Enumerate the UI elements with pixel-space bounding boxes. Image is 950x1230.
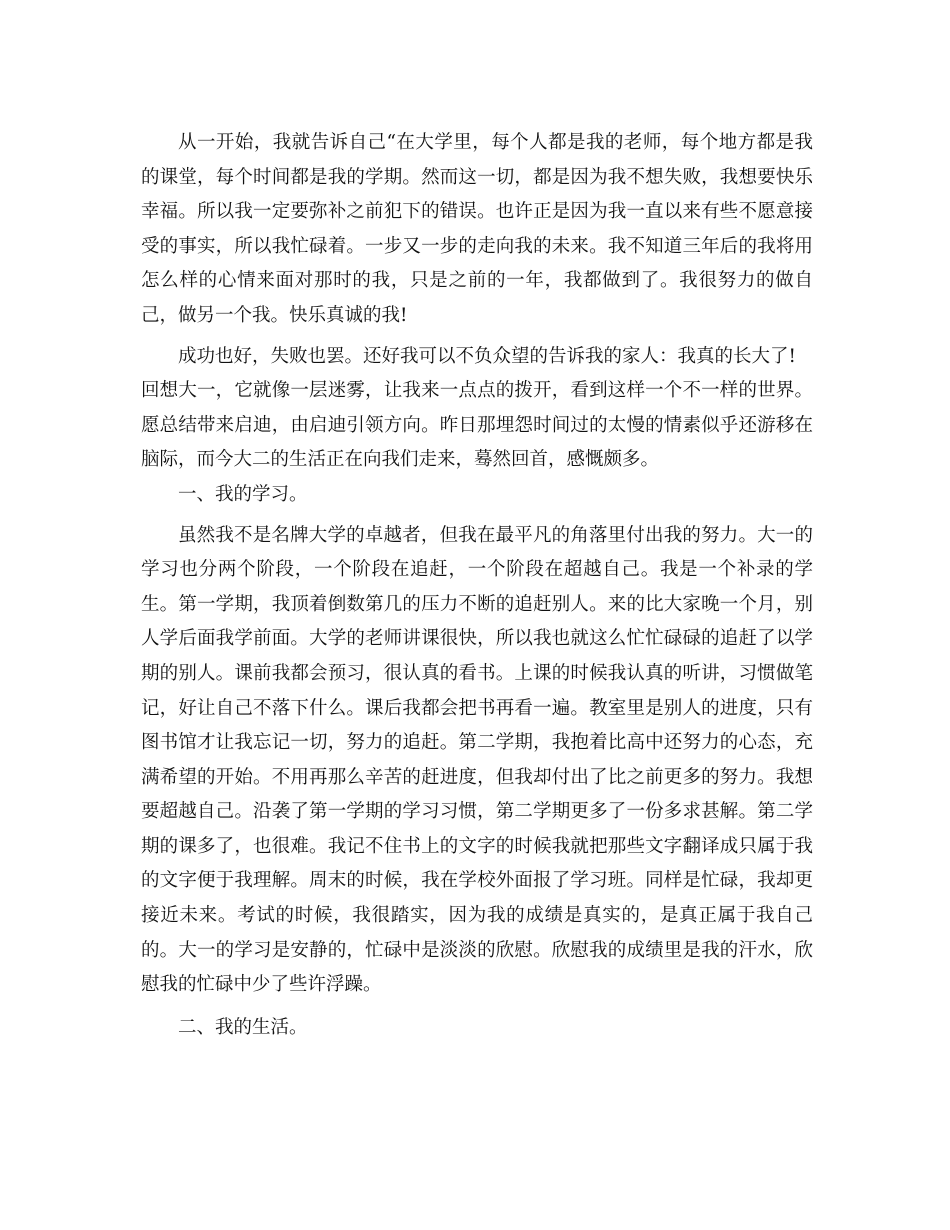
paragraph-success: 成功也好，失败也罢。还好我可以不负众望的告诉我的家人：我真的长大了!: [178, 345, 796, 367]
document-body: [141, 126, 813, 1045]
paragraph-study: 虽然我不是名牌大学的卓越者，但我在最平凡的角落里付出我的努力。大一的学习也分两个阶段，一个阶段在追赶，一个阶段在超越自己。我是一个补录的学生。第一学期，我顶着倒数第几的压力不断的追赶别人。来的比大家晚一个月，别人学后面我学前面。大学的老师讲课很快，所以我也就这么忙忙碌碌的追赶了以学期的别人。课前我都会预习，很认真的看书。上课的时候我认真的听讲，习惯做笔记，好让自己不落下什么。课后我都会把书再看一遍。教室里是别人的进度，只有图书馆才让我忘记一切，努力的追赶。第二学期，我抱着比高中还努力的心态，充满希望的开始。不用再那么辛苦的赶进度，但我却付出了比之前更多的努力。我想要超越自己。沿袭了第一学期的学习习惯，第二学期更多了一份多求甚解。第二学期的课多了，也很难。我记不住书上的文字的时候我就把那些文字翻译成只属于我的文字便于我理解。周末的时候，我在学校外面报了学习班。同样是忙碌，我却更接近未来。考试的时候，我很踏实，因为我的成绩是真实的，是真正属于我自己的。大一的学习是安静的，忙碌中是淡淡的欣慰。欣慰我的成绩里是我的汗水，欣慰我的忙碌中少了些许浮躁。: [141, 524, 813, 996]
section-heading-study: 一、我的学习。: [178, 483, 308, 505]
section-heading-life: 二、我的生活。: [178, 1016, 308, 1038]
paragraph-intro: 从一开始，我就告诉自己“在大学里，每个人都是我的老师，每个地方都是我的课堂，每个时间都是我的学期。然而这一切，都是因为我不想失败，我想要快乐幸福。所以我一定要弥补之前犯下的错误。也许正是因为我一直以来有些不愿意接受的事实，所以我忙碌着。一步又一步的走向我的未来。我不知道三年后的我将用怎么样的心情来面对那时的我，只是之前的一年，我都做到了。我很努力的做自己，做另一个我。快乐真诚的我!: [141, 132, 813, 326]
paragraph-recall: 回想大一，它就像一层迷雾，让我来一点点的拨开，看到这样一个不一样的世界。愿总结带来启迪，由启迪引领方向。昨日那埋怨时间过的太慢的情素似乎还游移在脑际，而今大二的生活正在向我们走来，蓦然回首，感慨颇多。: [141, 380, 813, 471]
